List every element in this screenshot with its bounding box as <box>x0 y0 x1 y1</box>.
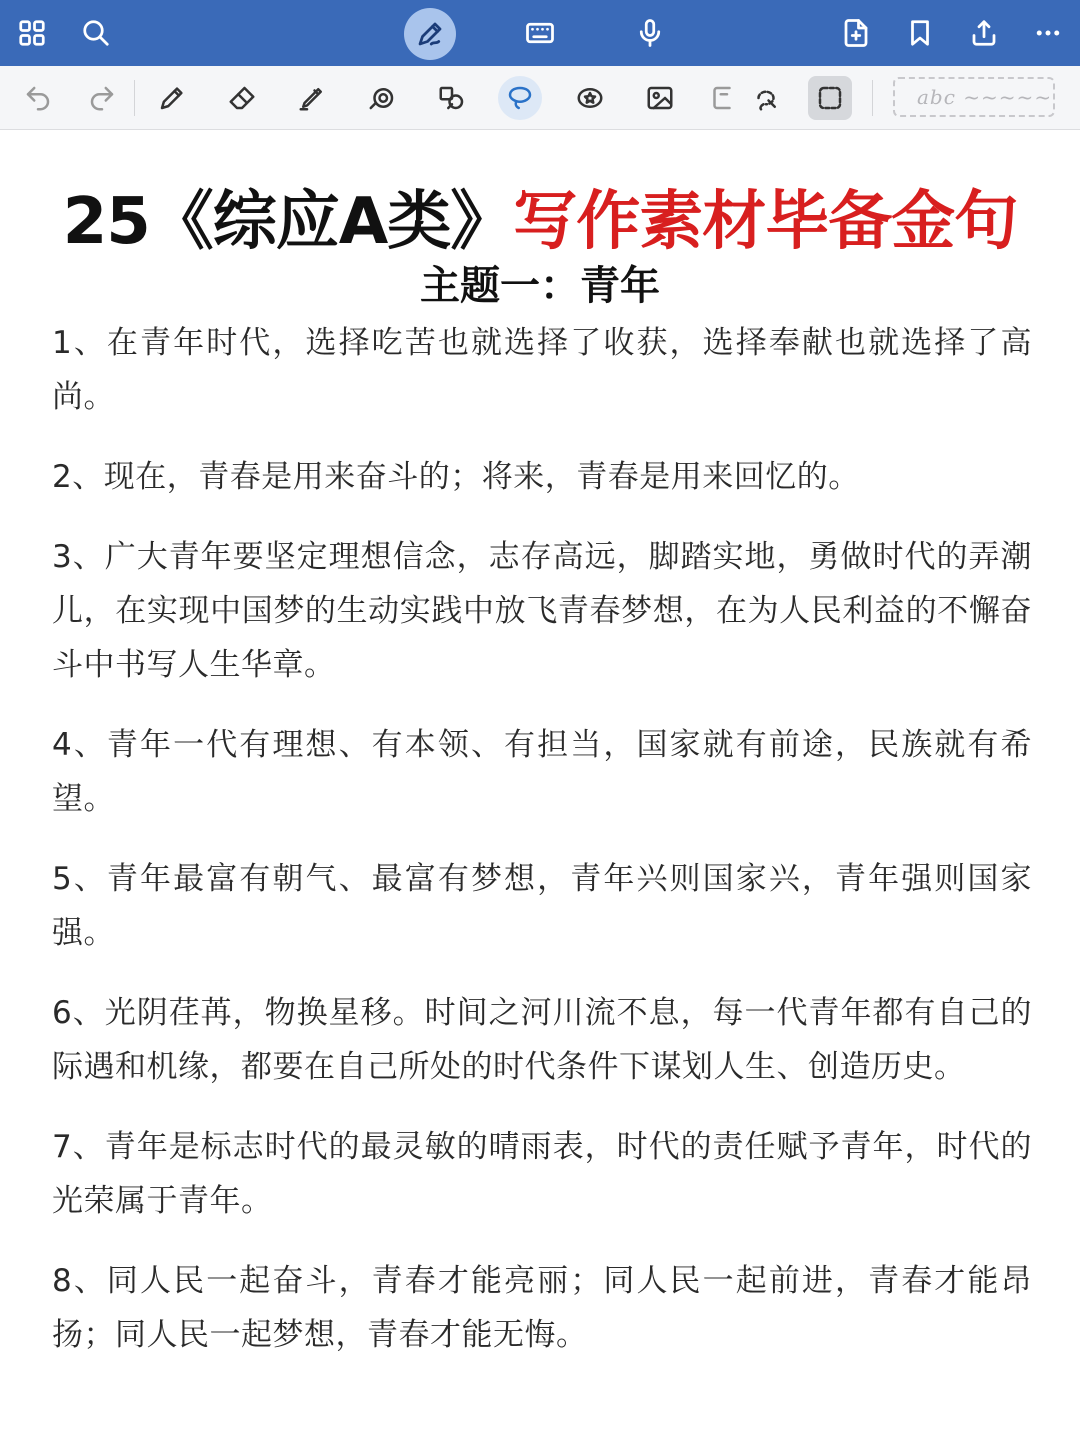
title-part-red: 写作素材毕备金句 <box>513 185 1018 259</box>
toolbar-divider <box>134 80 135 116</box>
handwriting-input-box[interactable] <box>893 77 1055 117</box>
redo-icon[interactable] <box>80 76 124 120</box>
shape-icon[interactable] <box>360 76 404 120</box>
list-item: 6、光阴荏苒，物换星移。时间之河川流不息，每一代青年都有自己的际遇和机缘，都要在自己所处的时代条件下谋划人生、创造历史。 <box>52 995 1032 1085</box>
toolbar-divider <box>872 80 873 116</box>
page-title <box>0 170 1080 262</box>
undo-icon[interactable] <box>16 76 60 120</box>
share-icon[interactable] <box>964 13 1004 53</box>
app-bar <box>0 0 1080 66</box>
list-item: 2、现在，青春是用来奋斗的；将来，青春是用来回忆的。 <box>52 459 860 495</box>
keyboard-icon[interactable] <box>520 13 560 53</box>
add-page-icon[interactable] <box>836 13 876 53</box>
rect-select-icon[interactable] <box>808 76 852 120</box>
handwriting-hint: abc ~~~~~ <box>917 85 1053 109</box>
bookmark-icon[interactable] <box>900 13 940 53</box>
list-item: 5、青年最富有朝气、最富有梦想，青年兴则国家兴，青年强则国家强。 <box>52 861 1032 951</box>
grid-icon[interactable] <box>12 13 52 53</box>
pen-mode-button[interactable] <box>404 8 456 60</box>
text-box-icon[interactable] <box>700 76 744 120</box>
list-item: 8、同人民一起奋斗，青春才能亮丽；同人民一起前进，青春才能昂扬；同人民一起梦想，青春才能无悔。 <box>52 1263 1032 1353</box>
pen-icon <box>415 19 445 49</box>
image-icon[interactable] <box>638 76 682 120</box>
list-item: 7、青年是标志时代的最灵敏的晴雨表，时代的责任赋予青年，时代的光荣属于青年。 <box>52 1129 1032 1219</box>
quote-list <box>52 316 1032 1388</box>
list-item: 1、在青年时代，选择吃苦也就选择了收获，选择奉献也就选择了高尚。 <box>52 325 1032 415</box>
page-subtitle: 主题一：青年 <box>420 263 660 309</box>
list-item: 3、广大青年要坚定理想信念，志存高远，脚踏实地，勇做时代的弄潮儿，在实现中国梦的生动实践中放飞青春梦想，在为人民利益的不懈奋斗中书写人生华章。 <box>52 539 1032 683</box>
lasso-select-icon[interactable] <box>744 76 788 120</box>
shapes-recognize-icon[interactable] <box>430 76 474 120</box>
title-part-black: 25《综应A类》 <box>62 185 514 259</box>
list-item: 4、青年一代有理想、有本领、有担当，国家就有前途，民族就有希望。 <box>52 727 1032 817</box>
sticker-icon[interactable] <box>568 76 612 120</box>
microphone-icon[interactable] <box>630 13 670 53</box>
highlighter-icon[interactable] <box>290 76 334 120</box>
pencil-icon[interactable] <box>150 76 194 120</box>
lasso-icon[interactable] <box>498 76 542 120</box>
search-icon[interactable] <box>76 13 116 53</box>
eraser-icon[interactable] <box>220 76 264 120</box>
more-icon[interactable] <box>1028 13 1068 53</box>
note-page <box>0 130 1080 1440</box>
